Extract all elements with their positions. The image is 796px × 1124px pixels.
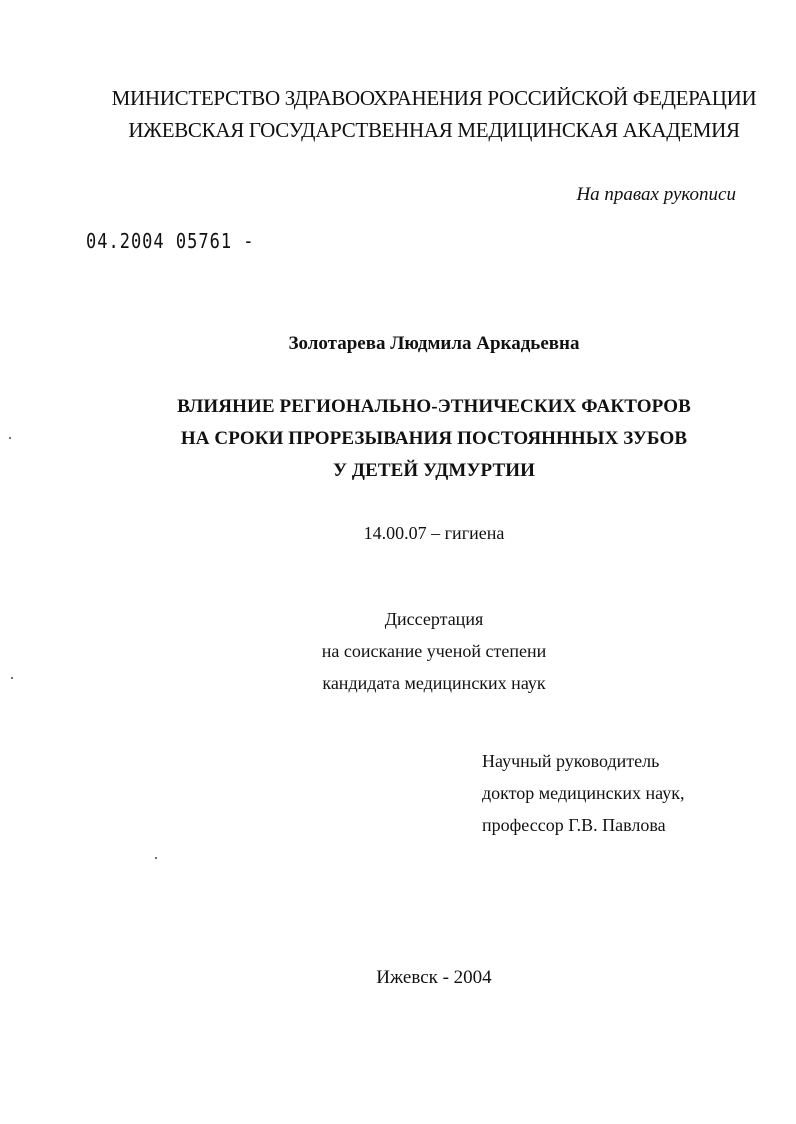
advisor-line-2: доктор медицинских наук, [482,783,685,803]
dissertation-line-3: кандидата медицинских наук [322,673,546,693]
specialty-code: 14.00.07 – гигиена [363,523,505,543]
scan-speck [11,677,13,679]
title-line-3: У ДЕТЕЙ УДМУРТИИ [333,460,535,481]
scan-speck [9,437,11,439]
scan-speck [155,857,157,859]
manuscript-rights-note: На правах рукописи [576,184,736,205]
title-line-1: ВЛИЯНИЕ РЕГИОНАЛЬНО-ЭТНИЧЕСКИХ ФАКТОРОВ [177,396,691,417]
advisor-line-3: профессор Г.В. Павлова [482,815,666,835]
dissertation-line-1: Диссертация [384,609,484,629]
dissertation-line-2: на соискание ученой степени [321,641,547,661]
city-year: Ижевск - 2004 [376,967,492,988]
academy-name: ИЖЕВСКАЯ ГОСУДАРСТВЕННАЯ МЕДИЦИНСКАЯ АКАДЕМИЯ [128,118,740,142]
advisor-line-1: Научный руководитель [482,751,660,771]
registration-code: 04.2004 05761 - [86,230,255,254]
author-name: Золотарева Людмила Аркадьевна [288,333,580,354]
title-line-2: НА СРОКИ ПРОРЕЗЫВАНИЯ ПОСТОЯНННЫХ ЗУБОВ [180,428,688,449]
ministry-name: МИНИСТЕРСТВО ЗДРАВООХРАНЕНИЯ РОССИЙСКОЙ ФЕДЕРАЦИИ [111,86,757,110]
